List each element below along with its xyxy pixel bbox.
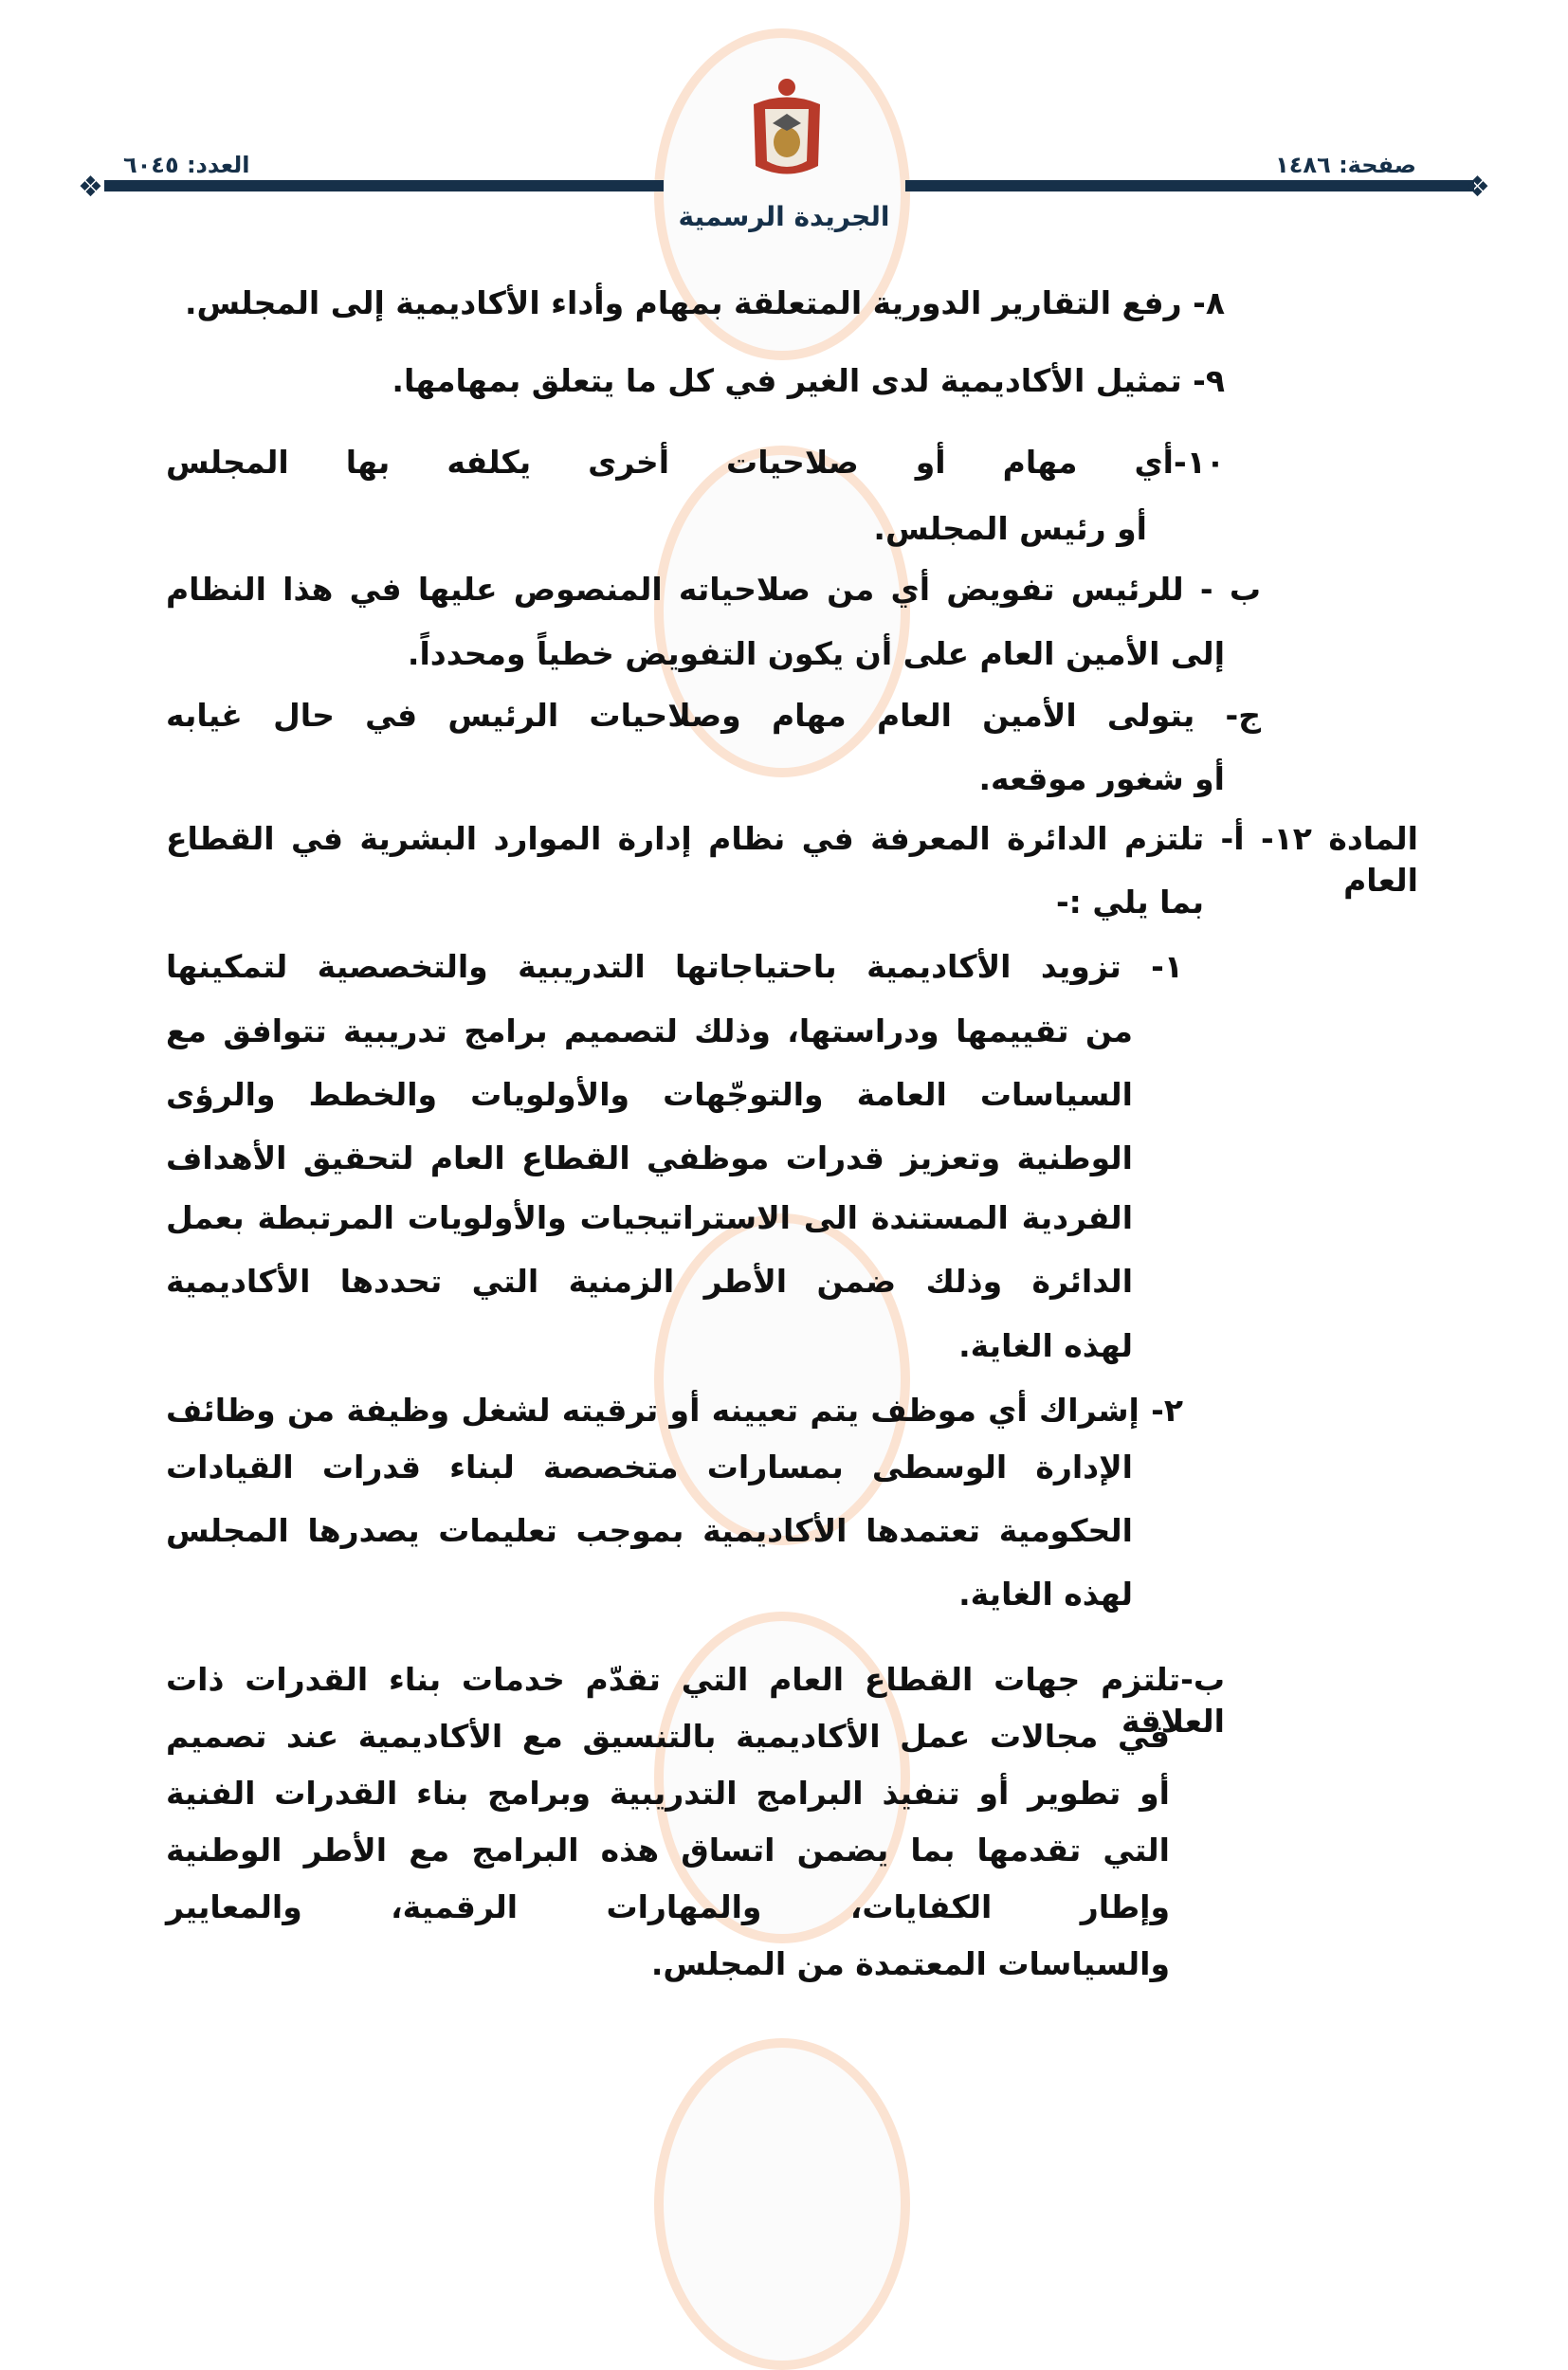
clause-b2-line: والسياسات المعتمدة من المجلس.	[650, 1945, 1170, 1982]
clause-10-cont: أو رئيس المجلس.	[873, 510, 1147, 547]
clause-j: ج- يتولى الأمين العام مهام وصلاحيات الرئيس في حال غيابه	[166, 697, 1261, 734]
clause-8: ٨- رفع التقارير الدورية المتعلقة بمهام وأداء الأكاديمية إلى المجلس.	[184, 284, 1225, 321]
clause-j-cont: أو شغور موقعه.	[978, 760, 1225, 797]
clause-b-cont: إلى الأمين العام على أن يكون التفويض خطياً ومحدداً.	[407, 635, 1225, 672]
item-1-line: السياسات العامة والتوجّهات والأولويات والخطط والرؤى	[166, 1076, 1133, 1113]
item-2: ٢- إشراك أي موظف يتم تعيينه أو ترقيته لشغل وظيفة من وظائف	[166, 1392, 1183, 1429]
item-1-line: لهذه الغاية.	[958, 1327, 1133, 1364]
header-rule-right	[905, 180, 1474, 191]
clause-b2-line: أو تطوير أو تنفيذ البرامج التدريبية وبرامج بناء القدرات الفنية	[166, 1775, 1170, 1812]
item-1-line: الفردية المستندة الى الاستراتيجيات والأولويات المرتبطة بعمل	[166, 1199, 1133, 1236]
ornament-icon: ❖	[1465, 171, 1490, 204]
item-2-line: لهذه الغاية.	[958, 1576, 1133, 1613]
clause-b2: ب-تلتزم جهات القطاع العام التي تقدّم خدمات بناء القدرات ذات العلاقة	[166, 1661, 1225, 1740]
clause-b2-line: في مجالات عمل الأكاديمية بالتنسيق مع الأكاديمية عند تصميم	[166, 1718, 1170, 1755]
item-1: ١- تزويد الأكاديمية باحتياجاتها التدريبية والتخصصية لتمكينها	[166, 948, 1183, 985]
item-1-line: الدائرة وذلك ضمن الأطر الزمنية التي تحددها الأكاديمية	[166, 1263, 1133, 1300]
issue-number: العدد: ٦٠٤٥	[123, 152, 250, 178]
item-2-line: الإدارة الوسطى بمسارات متخصصة لبناء قدرات القيادات	[166, 1449, 1133, 1486]
gazette-title: الجريدة الرسمية	[678, 201, 890, 232]
clause-b2-line: التي تقدمها بما يضمن اتساق هذه البرامج مع الأطر الوطنية	[166, 1832, 1170, 1869]
article-12-heading: المادة ١٢- أ- تلتزم الدائرة المعرفة في نظام إدارة الموارد البشرية في القطاع العام	[166, 820, 1418, 899]
page-number: صفحة: ١٤٨٦	[1275, 152, 1416, 178]
clause-10: ١٠-أي مهام أو صلاحيات أخرى يكلفه بها المجلس	[166, 444, 1225, 481]
article-12-cont: بما يلي :-	[1055, 884, 1204, 921]
ornament-icon: ❖	[78, 171, 103, 204]
item-1-line: من تقييمها ودراستها، وذلك لتصميم برامج تدريبية تتوافق مع	[166, 1012, 1133, 1049]
item-1-line: الوطنية وتعزيز قدرات موظفي القطاع العام لتحقيق الأهداف	[166, 1139, 1133, 1176]
clause-b: ب - للرئيس تفويض أي من صلاحياته المنصوص عليها في هذا النظام	[166, 571, 1261, 608]
clause-b2-line: وإطار الكفايات، والمهارات الرقمية، والمعايير	[166, 1888, 1170, 1925]
clause-9: ٩- تمثيل الأكاديمية لدى الغير في كل ما يتعلق بمهامها.	[392, 362, 1225, 399]
watermark-clock	[654, 2038, 910, 2370]
header-rule-left	[104, 180, 664, 191]
coat-of-arms-icon	[744, 76, 830, 185]
item-2-line: الحكومية تعتمدها الأكاديمية بموجب تعليمات يصدرها المجلس	[166, 1512, 1133, 1549]
